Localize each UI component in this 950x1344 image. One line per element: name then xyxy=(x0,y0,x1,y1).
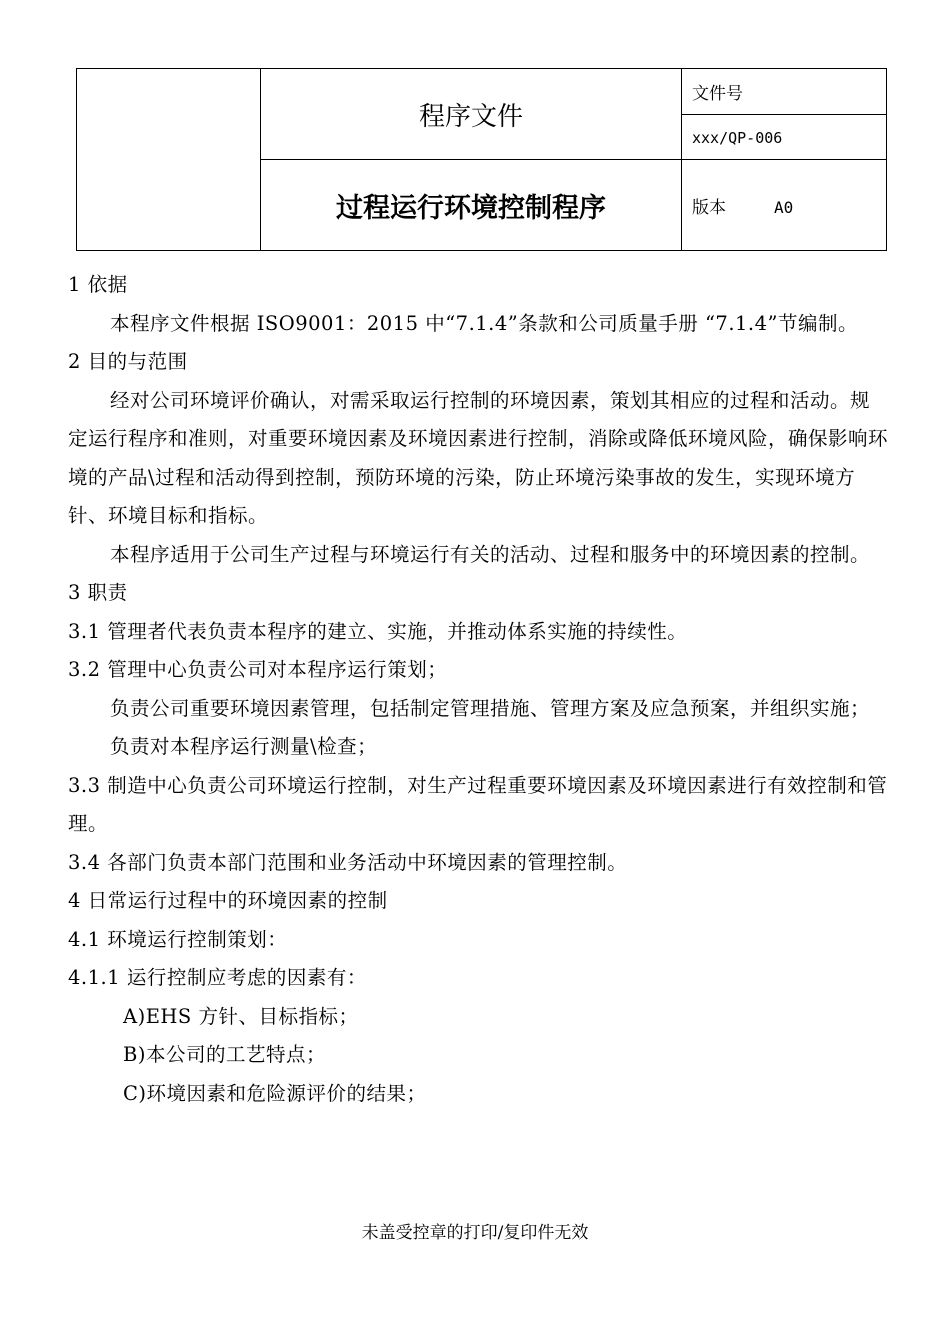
document-header-table xyxy=(76,68,887,251)
paragraph: 3.1 管理者代表负责本程序的建立、实施，并推动体系实施的持续性。 xyxy=(68,619,688,643)
section-heading: 3 职责 xyxy=(68,581,128,604)
paragraph: 4.1 环境运行控制策划： xyxy=(68,927,288,951)
doc-type-cell xyxy=(261,69,682,160)
doc-type-title: 程序文件 xyxy=(418,101,523,132)
paragraph: 3.2 管理中心负责公司对本程序运行策划； xyxy=(68,658,448,681)
section-heading: 1 依据 xyxy=(68,273,128,296)
paragraph: 本程序文件根据 ISO9001：2015 中“7.1.4”条款和公司质量手册 “7.1.4”节编制。 xyxy=(110,311,859,335)
version-label: 版本 xyxy=(692,197,726,218)
list-item: B)本公司的工艺特点； xyxy=(123,1043,326,1066)
section-heading: 2 目的与范围 xyxy=(68,350,188,373)
version-value: A0 xyxy=(774,197,794,217)
doc-name-title: 过程运行环境控制程序 xyxy=(336,192,606,224)
paragraph: 3.4 各部门负责本部门范围和业务活动中环境因素的管理控制。 xyxy=(68,850,628,874)
paragraph: 经对公司环境评价确认，对需采取运行控制的环境因素，策划其相应的过程和活动。规定运行程序和准则，对重要环境因素及环境因素进行控制，消除或降低环境风险，确保影响环境的产品\过程和活动得到控制，预防环境的污染，防止环境污染事故的发生，实现环境方针、环境目标和指标。 xyxy=(68,388,889,527)
footer-notice: 未盖受控章的打印/复印件无效 xyxy=(361,1223,589,1243)
paragraph: 本程序适用于公司生产过程与环境运行有关的活动、过程和服务中的环境因素的控制。 xyxy=(110,542,871,566)
paragraph: 负责对本程序运行测量\检查； xyxy=(110,735,378,758)
list-item: C)环境因素和危险源评价的结果； xyxy=(123,1081,427,1105)
list-item: A)EHS 方针、目标指标； xyxy=(123,1004,359,1028)
doc-no-value: xxx/QP-006 xyxy=(692,128,783,147)
version-cell xyxy=(682,160,887,251)
doc-no-label: 文件号 xyxy=(692,84,743,104)
paragraph: 4.1.1 运行控制应考虑的因素有： xyxy=(68,966,367,989)
doc-no-label-cell xyxy=(682,69,887,115)
doc-name-cell xyxy=(261,160,682,251)
paragraph: 负责公司重要环境因素管理，包括制定管理措施、管理方案及应急预案，并组织实施； xyxy=(110,696,871,720)
logo-cell xyxy=(77,69,261,251)
doc-no-value-cell xyxy=(682,115,887,160)
document-body xyxy=(68,266,888,1113)
paragraph: 3.3 制造中心负责公司环境运行控制，对生产过程重要环境因素及环境因素进行有效控制和管理。 xyxy=(68,773,888,835)
section-heading: 4 日常运行过程中的环境因素的控制 xyxy=(68,889,388,912)
